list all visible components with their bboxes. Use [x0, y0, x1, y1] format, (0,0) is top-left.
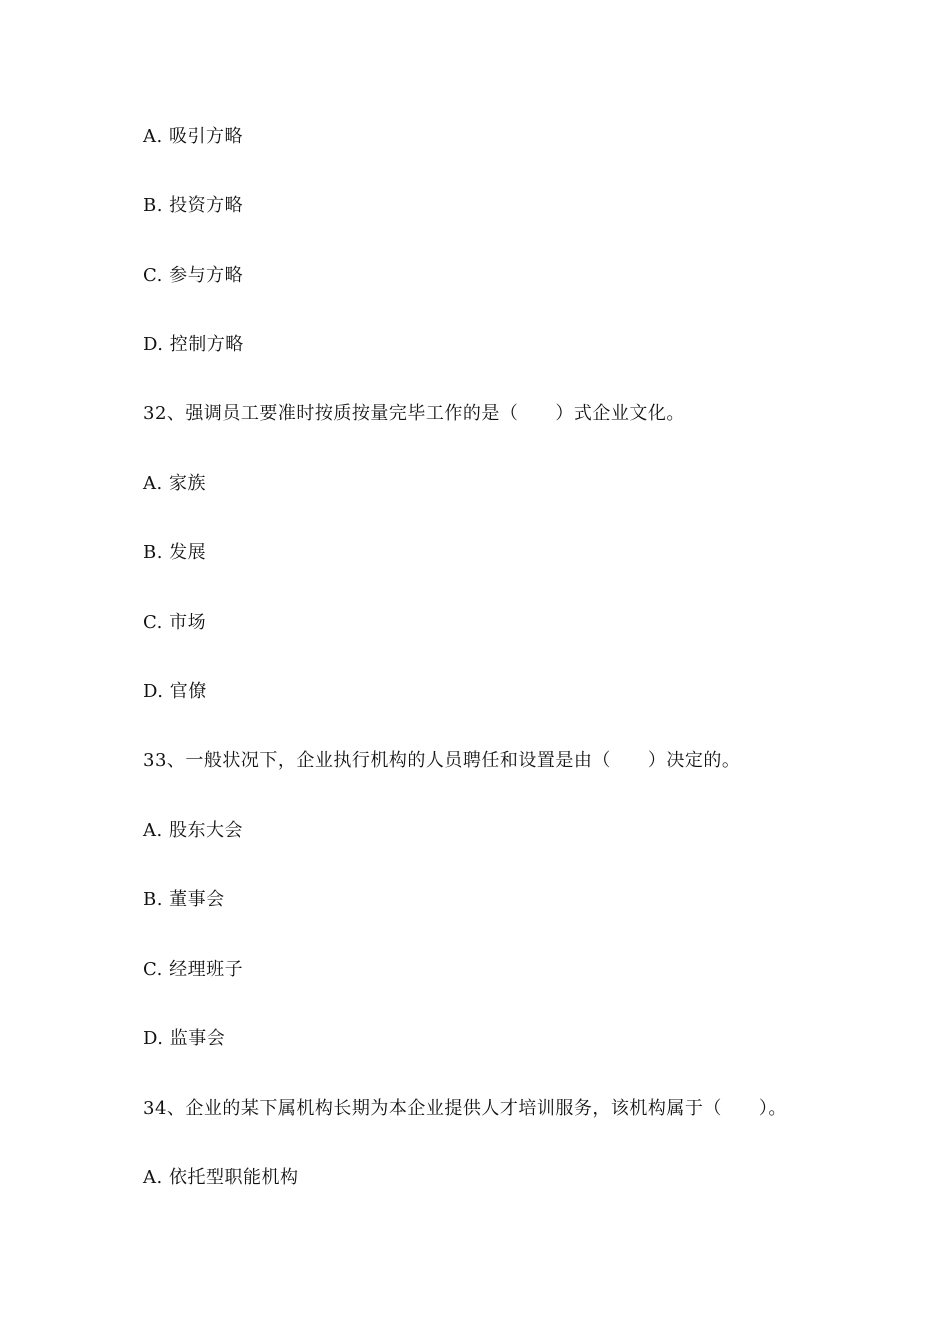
option-a-q31: A. 吸引方略: [143, 126, 243, 147]
question-34: 34、企业的某下属机构长期为本企业提供人才培训服务，该机构属于（ ）。: [143, 1098, 787, 1119]
option-b-q31: B. 投资方略: [143, 195, 244, 216]
option-c-q33: C. 经理班子: [143, 959, 244, 980]
option-d-q32: D. 官僚: [143, 681, 207, 702]
option-c-q31: C. 参与方略: [143, 265, 244, 286]
question-33: 33、一般状况下，企业执行机构的人员聘任和设置是由（ ）决定的。: [143, 750, 741, 771]
option-b-q32: B. 发展: [143, 542, 207, 563]
option-a-q34: A. 依托型职能机构: [143, 1167, 299, 1188]
option-d-q33: D. 监事会: [143, 1028, 226, 1049]
option-d-q31: D. 控制方略: [143, 334, 244, 355]
option-c-q32: C. 市场: [143, 612, 207, 633]
option-b-q33: B. 董事会: [143, 889, 225, 910]
option-a-q33: A. 股东大会: [143, 820, 243, 841]
option-a-q32: A. 家族: [143, 473, 206, 494]
question-32: 32、强调员工要准时按质按量完毕工作的是（ ）式企业文化。: [143, 403, 685, 424]
